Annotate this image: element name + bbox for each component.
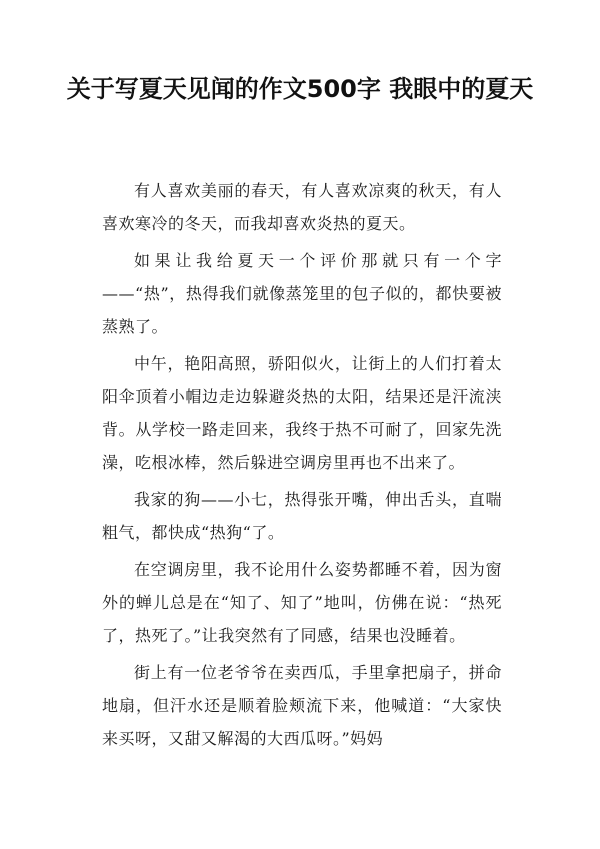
paragraph: 在空调房里，我不论用什么姿势都睡不着，因为窗外的蝉儿总是在“知了、知了”地叫，仿佛在说：“热死了，热死了。”让我突然有了同感，结果也没睡着。 — [102, 560, 502, 645]
document-title: 关于写夏天见闻的作文500字 我眼中的夏天 — [66, 75, 534, 103]
paragraph: 我家的狗——小七，热得张开嘴，伸出舌头，直喘粗气，都快成“热狗“了。 — [102, 490, 502, 542]
paragraph: 中午，艳阳高照，骄阳似火，让街上的人们打着太阳伞顶着小帽边走边躲避炎热的太阳，结果还是汗流浃背。从学校一路走回来，我终于热不可耐了，回家先洗澡，吃根冰棒，然后躲进空调房里再也不出来了。 — [102, 354, 502, 472]
paragraph: 如果让我给夏天一个评价那就只有一个字——“热”，热得我们就像蒸笼里的包子似的，都快要被蒸熟了。 — [102, 251, 502, 336]
paragraph: 有人喜欢美丽的春天，有人喜欢凉爽的秋天，有人喜欢寒冷的冬天，而我却喜欢炎热的夏天。 — [102, 181, 502, 233]
document-body — [102, 174, 502, 759]
paragraph: 街上有一位老爷爷在卖西瓜，手里拿把扇子，拼命地扇，但汗水还是顺着脸颊流下来，他喊道：“大家快来买呀，又甜又解渴的大西瓜呀。”妈妈 — [102, 663, 502, 748]
